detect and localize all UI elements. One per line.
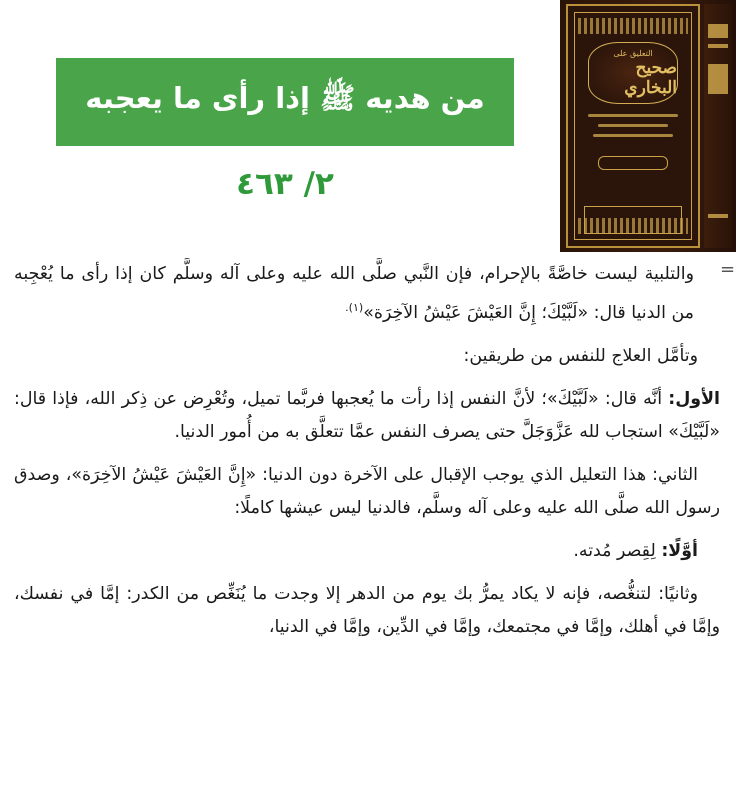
cover-ornament-bottom: [578, 218, 688, 234]
label-second: الثاني:: [652, 464, 698, 485]
paragraph-firstly: [14, 535, 720, 568]
cover-title-medallion: [588, 42, 678, 104]
paragraph-second-way: [14, 459, 720, 525]
continuation-marker: =: [720, 259, 736, 280]
book-front-cover: [566, 4, 700, 248]
book-spine: [704, 4, 732, 248]
cover-subtitle: التعليق على: [613, 48, 653, 58]
document-body: [14, 258, 720, 798]
paragraph-talbiya: [14, 258, 694, 330]
text-first: أنَّه قال: «لَبَّيْكَ»؛ لأنَّ النفس إذا رأت ما يُعجبها فربَّما تميل، وتُعْرِض عن ذِكر الله، فإذا قال: «لَبَّيْكَ» استجاب لله عَزَّوَجَلَّ حتى يصرف النفس عمَّا تتعلَّق به من أُمور الدنيا.: [14, 388, 720, 442]
label-firstly: أوَّلًا:: [661, 540, 698, 561]
footnote-ref: (١).: [345, 301, 364, 314]
cover-title: صحيح البخاري: [624, 57, 677, 98]
page-title: من هديه ﷺ إذا رأى ما يعجبه: [85, 81, 485, 115]
book-cover-image: [560, 0, 736, 252]
text-second: هذا التعليل الذي يوجب الإقبال على الآخرة دون الدنيا: «إِنَّ العَيْشَ عَيْشُ الآخِرَة»، وصدق رسول الله صلَّى الله عليه وعلى آله وسلَّم، فالدنيا ليس عيشها كاملًا:: [14, 464, 720, 518]
cover-ornament-top: [578, 18, 688, 34]
paragraph-talbiya-text: والتلبية ليست خاصَّةً بالإحرام، فإن النَّبي صلَّى الله عليه وعلى آله وسلَّم كان إذا رأى ما يُعْجِبه من الدنيا قال: «لَبَّيْكَ؛ إِنَّ العَيْشَ عَيْشُ الآخِرَة»: [14, 264, 694, 323]
label-first: الأول:: [668, 388, 720, 409]
paragraph-intro: وتأمَّل العلاج للنفس من طريقين:: [463, 345, 698, 366]
cover-author-lines: [586, 114, 680, 137]
label-secondly: وثانيًا:: [658, 583, 698, 604]
paragraph-secondly: [14, 578, 720, 644]
cover-volume-label: [598, 156, 668, 170]
paragraph-first-way: [14, 383, 720, 449]
page-reference: ٢/ ٤٦٣: [236, 166, 334, 202]
title-banner: [56, 58, 514, 146]
text-firstly: لِقِصر مُدته.: [573, 540, 662, 561]
text-secondly: لتنغُّصه، فإنه لا يكاد يمرُّ بك يوم من الدهر إلا وجدت ما يُنَغِّص من الكدر: إمَّا في نفسك، وإمَّا في أهلك، وإمَّا في مجتمعك، وإمَّا في الدِّين، وإمَّا في الدنيا،: [14, 583, 720, 637]
